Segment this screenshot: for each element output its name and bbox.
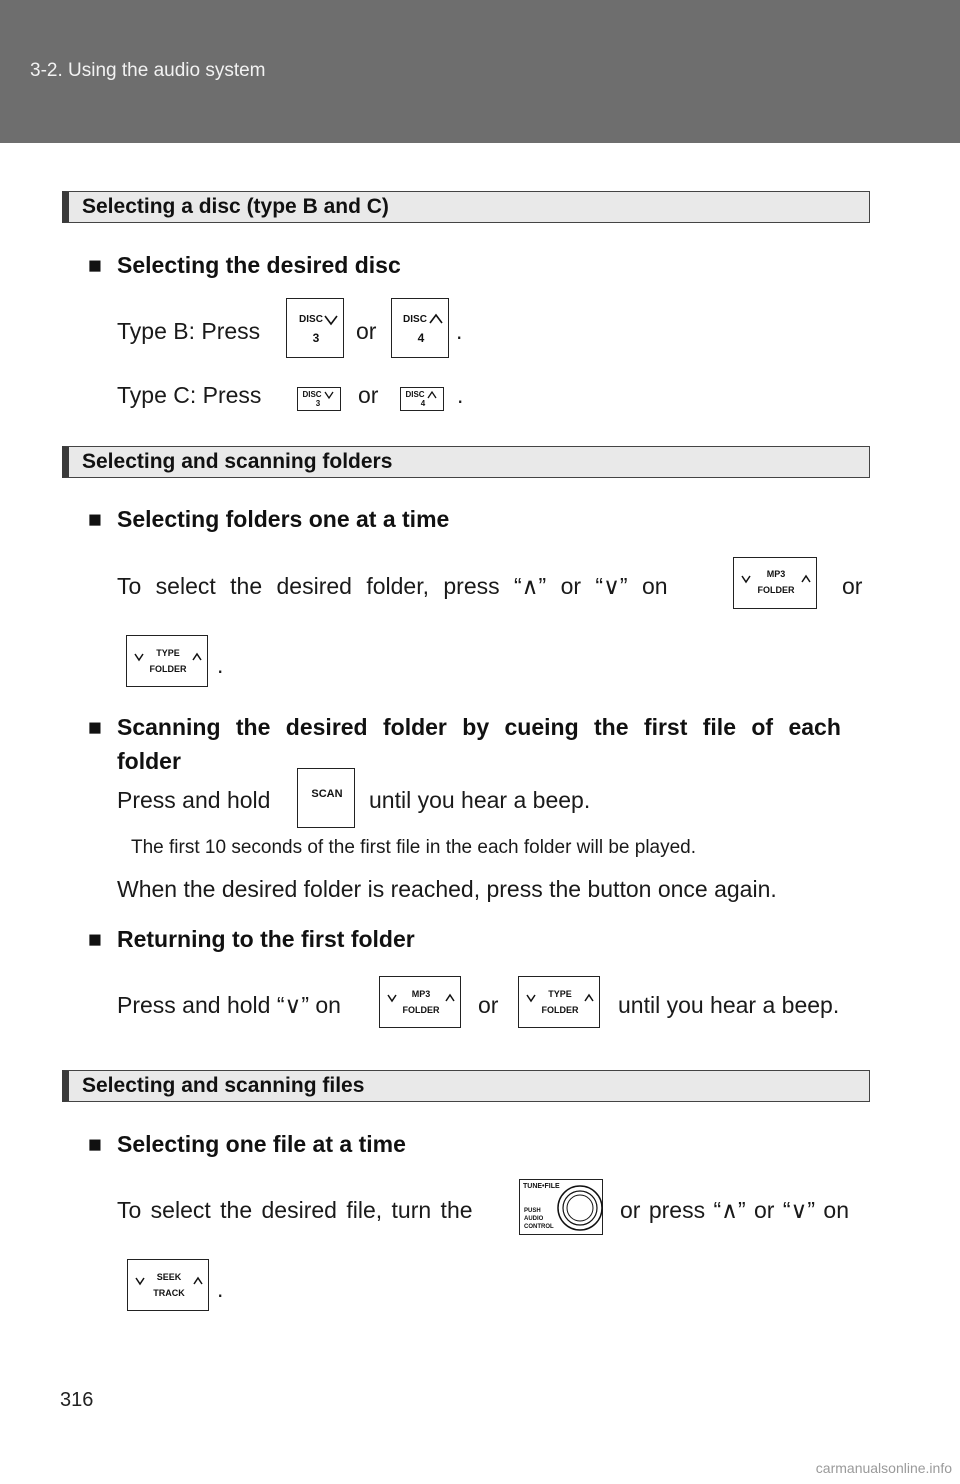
period: . [457,382,464,408]
section-heading-text: Selecting a disc (type B and C) [82,195,389,218]
subheading-text: Selecting folders one at a time [117,506,450,532]
knob-icon [520,1180,604,1236]
watermark: carmanualsonline.info [815,1460,952,1476]
type-b-text: Type B: Press [117,318,261,344]
section-heading-files [62,1070,870,1102]
header-section-title: 3-2. Using the audio system [30,60,266,81]
section-heading-text: Selecting and scanning files [82,1074,365,1097]
or-text: or [356,318,377,344]
btn-label: 4 [417,331,425,345]
square-bullet-icon: ■ [88,506,102,532]
period: . [217,652,224,678]
when-reached-text: When the desired folder is reached, press the button once again. [117,876,777,902]
btn-label: CONTROL [524,1224,554,1230]
disc-up-button-b [391,298,449,358]
btn-label: FOLDER [757,585,795,595]
press-hold-text: Press and hold [117,787,271,813]
btn-label: DISC [405,390,425,399]
or-text: or [842,573,863,599]
btn-label: DISC [403,314,427,325]
or-text: or [478,992,499,1018]
period: . [456,318,463,344]
btn-label: MP3 [766,569,786,579]
seek-track-button-shape [128,1260,210,1312]
type-folder-button [126,635,208,687]
subheading-scan-folder-cont: folder [117,748,181,774]
type-folder-button-shape [519,977,601,1029]
return-suffix-text: until you hear a beep. [618,992,840,1018]
select-folder-text: To select the desired folder, press “∧” or “∨” on [117,573,668,599]
subheading-select-folders [88,506,449,533]
subheading-select-file [88,1131,406,1158]
subheading-text: Scanning the desired folder by cueing the first file of each [117,714,841,740]
btn-label: SEEK [156,1272,182,1282]
btn-label: FOLDER [149,664,187,674]
page-header [0,0,960,143]
subheading-text: Returning to the first folder [117,926,415,952]
btn-label: PUSH [524,1208,541,1214]
type-c-text: Type C: Press [117,382,262,408]
subheading-scan-folder [88,714,841,741]
subheading-text: Selecting the desired disc [117,252,401,278]
mp3-folder-button-2 [379,976,461,1028]
mp3-folder-button-shape [734,558,818,610]
square-bullet-icon: ■ [88,252,102,278]
btn-label: MP3 [411,989,431,999]
disc-up-button-c [400,387,444,411]
period: . [217,1276,224,1302]
btn-label: TRACK [153,1288,185,1298]
btn-label: TYPE [156,648,180,658]
section-heading-disc [62,191,870,223]
btn-label: DISC [302,390,322,399]
btn-label: TYPE [548,989,572,999]
section-heading-folders [62,446,870,478]
chevron-down-icon [287,299,345,359]
file-suffix-text: or press “∧” or “∨” on [620,1197,849,1223]
seek-track-button [127,1259,209,1311]
chevron-up-icon [392,299,450,359]
square-bullet-icon: ■ [88,1131,102,1157]
section-heading-text: Selecting and scanning folders [82,450,393,473]
type-folder-button-shape [127,636,209,688]
disc-down-button-b [286,298,344,358]
btn-label: TUNE•FILE [523,1183,560,1190]
tune-file-knob [519,1179,603,1235]
scan-note: The first 10 seconds of the first file in the each folder will be played. [131,837,697,858]
scan-button [297,768,355,828]
btn-label: FOLDER [402,1005,440,1015]
btn-label: 4 [420,399,426,408]
btn-label: DISC [299,314,323,325]
square-bullet-icon: ■ [88,926,102,952]
subheading-text: Selecting one file at a time [117,1131,406,1157]
mp3-folder-button-shape [380,977,462,1029]
btn-label: AUDIO [524,1216,544,1222]
type-folder-button-2 [518,976,600,1028]
btn-label: FOLDER [541,1005,579,1015]
or-text: or [358,382,379,408]
subheading-select-disc [88,252,401,279]
until-beep-text: until you hear a beep. [369,787,591,813]
subheading-return-folder [88,926,415,953]
mp3-folder-button [733,557,817,609]
btn-label: SCAN [311,788,343,800]
disc-down-button-c [297,387,341,411]
page-number: 316 [60,1389,94,1411]
return-prefix-text: Press and hold “∨” on [117,992,341,1018]
btn-label: 3 [312,331,320,345]
square-bullet-icon: ■ [88,714,102,740]
btn-label: 3 [315,399,321,408]
select-file-text: To select the desired file, turn the [117,1197,473,1223]
